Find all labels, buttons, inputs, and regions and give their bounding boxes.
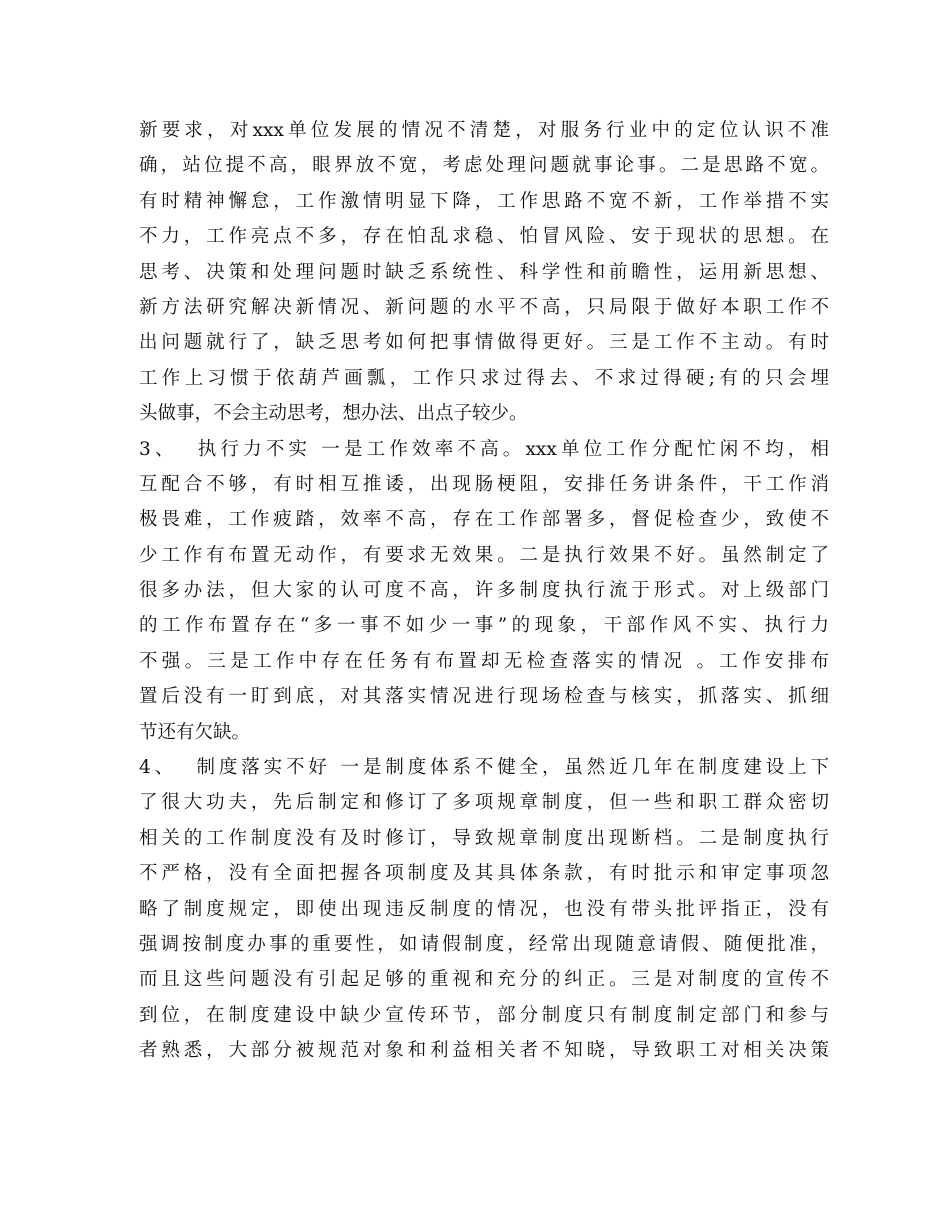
text-line: 不力，工作亮点不多，存在怕乱求稳、怕冒风险、安于现状的思想。在 [139,226,829,248]
text-line: 了很大功夫，先后制定和修订了多项规章制度，但一些和职工群众密切 [139,792,829,814]
text-line: 工作上习惯于依葫芦画瓢，工作只求过得去、不求过得硬;有的只会埋 [139,367,829,389]
text-line: 3、 执行力不实 一是工作效率不高。xxx单位工作分配忙闲不均，相 [139,438,829,460]
text-line: 者熟悉，大部分被规范对象和利益相关者不知晓，导致职工对相关决策 [139,1040,829,1062]
text-line: 思考、决策和处理问题时缺乏系统性、科学性和前瞻性，运用新思想、 [139,261,829,283]
text-line: 出问题就行了，缺乏思考如何把事情做得更好。三是工作不主动。有时 [139,332,829,354]
text-line: 不严格，没有全面把握各项制度及其具体条款，有时批示和审定事项忽 [139,863,829,885]
text-line: 的工作布置存在“多一事不如少一事”的现象，干部作风不实、执行力 [139,615,829,637]
text-line: 极畏难，工作疲踏，效率不高，存在工作部署多，督促检查少，致使不 [139,509,829,531]
text-line: 4、 制度落实不好 一是制度体系不健全，虽然近几年在制度建设上下 [139,757,829,779]
text-line: 强调按制度办事的重要性，如请假制度，经常出现随意请假、随便批准， [139,933,829,955]
text-line: 确，站位提不高，眼界放不宽，考虑处理问题就事论事。二是思路不宽。 [139,155,829,177]
text-line: 相关的工作制度没有及时修订，导致规章制度出现断档。二是制度执行 [139,827,829,849]
text-line: 少工作有布置无动作，有要求无效果。二是执行效果不好。虽然制定了 [139,544,829,566]
text-line: 略了制度规定，即使出现违反制度的情况，也没有带头批评指正，没有 [139,898,829,920]
text-line: 置后没有一盯到底，对其落实情况进行现场检查与核实，抓落实、抓细 [139,686,829,708]
body-text [139,113,829,1069]
text-line: 互配合不够，有时相互推诿，出现肠梗阻，安排任务讲条件，干工作消 [139,473,829,495]
text-line: 节还有欠缺。 [139,721,251,743]
text-line: 头做事，不会主动思考，想办法、出点子较少。 [139,403,528,425]
text-line: 而且这些问题没有引起足够的重视和充分的纠正。三是对制度的宣传不 [139,969,829,991]
text-line: 很多办法，但大家的认可度不高，许多制度执行流于形式。对上级部门 [139,580,829,602]
text-line: 新要求，对xxx单位发展的情况不清楚，对服务行业中的定位认识不准 [139,120,829,141]
text-line: 新方法研究解决新情况、新问题的水平不高，只局限于做好本职工作不 [139,296,829,318]
text-line: 不强。三是工作中存在任务有布置却无检查落实的情况 。工作安排布 [139,650,829,672]
text-line: 有时精神懈怠，工作激情明显下降，工作思路不宽不新，工作举措不实 [139,190,829,212]
text-line: 到位，在制度建设中缺少宣传环节，部分制度只有制度制定部门和参与 [139,1004,829,1026]
